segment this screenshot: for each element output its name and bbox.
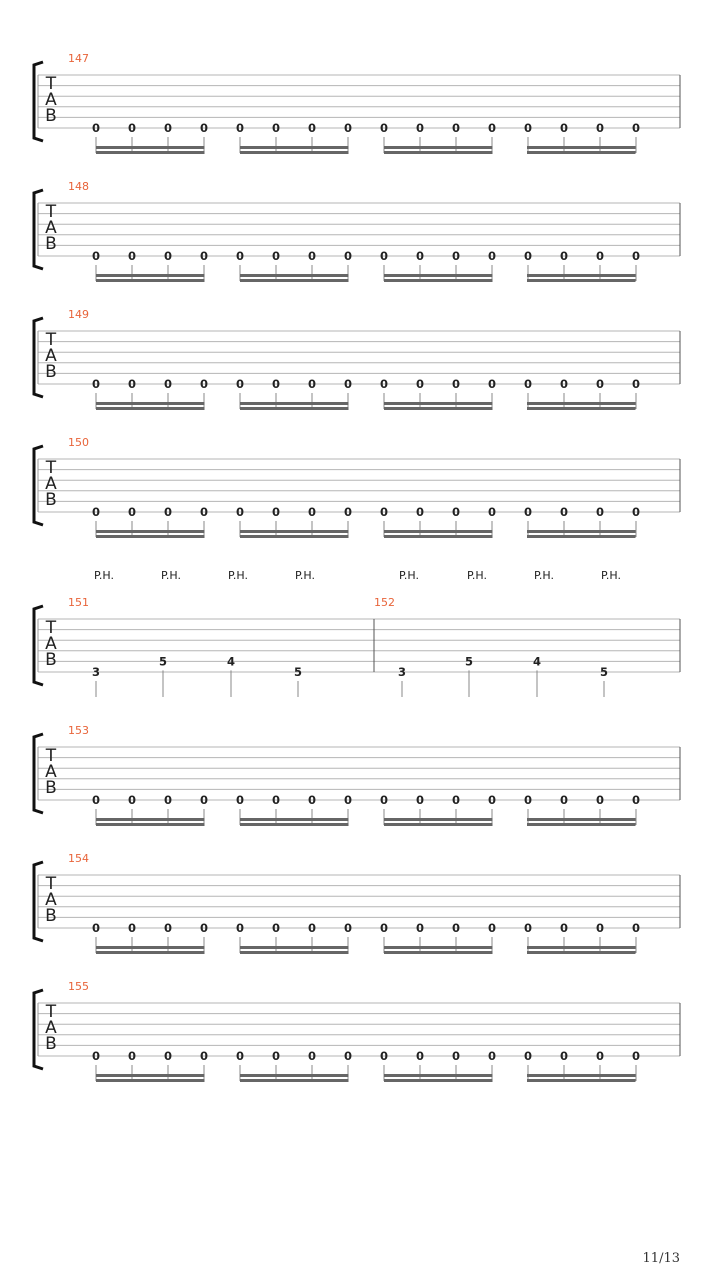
tab-clef-letter: B (45, 650, 57, 670)
fret-number: 0 (235, 505, 245, 519)
tab-clef-letter: B (45, 234, 57, 254)
fret-number: 0 (163, 377, 173, 391)
fret-number: 0 (523, 1049, 533, 1063)
beam (384, 274, 493, 277)
fret-number: 0 (487, 377, 497, 391)
fret-number: 0 (199, 1049, 209, 1063)
fret-number: 0 (379, 377, 389, 391)
beam (96, 530, 205, 533)
fret-number: 0 (271, 377, 281, 391)
beam (527, 1074, 636, 1077)
beam (384, 535, 493, 538)
tab-system (34, 724, 680, 826)
tab-clef-letter: A (45, 474, 57, 494)
beam (527, 279, 636, 282)
fret-number: 0 (91, 1049, 101, 1063)
beam (527, 151, 636, 154)
fret-number: 0 (559, 249, 569, 263)
beam (527, 951, 636, 954)
fret-number: 0 (343, 249, 353, 263)
beam (384, 1074, 493, 1077)
bar-number: 154 (68, 852, 89, 865)
fret-number: 5 (158, 654, 168, 669)
beam (527, 818, 636, 821)
beam (240, 823, 349, 826)
fret-number: 0 (523, 921, 533, 935)
tab-clef-letter: B (45, 906, 57, 926)
beam (384, 146, 493, 149)
fret-number: 0 (127, 793, 137, 807)
tab-system (34, 436, 680, 538)
fret-number: 0 (235, 921, 245, 935)
fret-number: 0 (451, 1049, 461, 1063)
fret-number: 0 (415, 377, 425, 391)
fret-number: 0 (523, 505, 533, 519)
beam (527, 402, 636, 405)
beam (240, 530, 349, 533)
fret-number: 4 (226, 654, 236, 669)
beam (96, 951, 205, 954)
beam (384, 151, 493, 154)
fret-number: 0 (343, 921, 353, 935)
beam (240, 402, 349, 405)
beam (96, 535, 205, 538)
fret-number: 0 (595, 1049, 605, 1063)
beam (96, 274, 205, 277)
fret-number: 0 (199, 249, 209, 263)
beam (240, 407, 349, 410)
beam (384, 530, 493, 533)
fret-number: 0 (91, 793, 101, 807)
tab-system (34, 52, 680, 154)
fret-number: 0 (271, 793, 281, 807)
fret-number: 0 (343, 377, 353, 391)
bar-number: 147 (68, 52, 89, 65)
fret-number: 0 (163, 1049, 173, 1063)
fret-number: 0 (559, 921, 569, 935)
tab-clef-letter: B (45, 1034, 57, 1054)
fret-number: 0 (163, 921, 173, 935)
fret-number: 0 (379, 921, 389, 935)
tab-clef-letter: A (45, 890, 57, 910)
fret-number: 0 (559, 793, 569, 807)
tab-clef-letter: B (45, 778, 57, 798)
fret-number: 3 (91, 665, 101, 679)
fret-number: 0 (487, 921, 497, 935)
fret-number: 0 (631, 793, 641, 807)
fret-number: 0 (487, 505, 497, 519)
tab-clef-letter: B (45, 362, 57, 382)
fret-number: 0 (271, 921, 281, 935)
tab-system (34, 852, 680, 954)
beam (527, 1079, 636, 1082)
pinch-harmonic-label: P.H. (161, 569, 181, 582)
fret-number: 0 (595, 249, 605, 263)
bar-number: 153 (68, 724, 89, 737)
fret-number: 0 (451, 793, 461, 807)
tab-system (34, 180, 680, 282)
beam (96, 946, 205, 949)
pinch-harmonic-label: P.H. (534, 569, 554, 582)
fret-number: 5 (599, 665, 609, 679)
fret-number: 0 (631, 121, 641, 135)
fret-number: 0 (343, 793, 353, 807)
tab-system (34, 980, 680, 1082)
beam (527, 146, 636, 149)
tab-clef-letter: B (45, 106, 57, 126)
fret-number: 0 (271, 1049, 281, 1063)
tab-system (34, 569, 680, 697)
beam (96, 1079, 205, 1082)
tab-clef-letter: A (45, 1018, 57, 1038)
fret-number: 0 (415, 505, 425, 519)
beam (240, 279, 349, 282)
pinch-harmonic-label: P.H. (467, 569, 487, 582)
fret-number: 0 (451, 921, 461, 935)
fret-number: 0 (91, 249, 101, 263)
fret-number: 0 (451, 121, 461, 135)
beam (240, 818, 349, 821)
fret-number: 0 (415, 921, 425, 935)
fret-number: 5 (464, 654, 474, 669)
fret-number: 0 (595, 921, 605, 935)
fret-number: 0 (415, 121, 425, 135)
beam (384, 818, 493, 821)
beam (384, 823, 493, 826)
fret-number: 0 (163, 793, 173, 807)
bar-number: 152 (374, 596, 395, 609)
tab-clef-letter: B (45, 490, 57, 510)
fret-number: 0 (379, 505, 389, 519)
fret-number: 0 (199, 121, 209, 135)
fret-number: 0 (415, 1049, 425, 1063)
page-number: 11/13 (642, 1251, 680, 1266)
fret-number: 0 (631, 505, 641, 519)
fret-number: 0 (487, 793, 497, 807)
beam (384, 1079, 493, 1082)
beam (240, 951, 349, 954)
fret-number: 0 (199, 377, 209, 391)
fret-number: 0 (451, 377, 461, 391)
beam (96, 146, 205, 149)
fret-number: 0 (271, 505, 281, 519)
fret-number: 0 (307, 505, 317, 519)
fret-number: 0 (559, 377, 569, 391)
fret-number: 0 (379, 249, 389, 263)
beam (384, 946, 493, 949)
beam (96, 279, 205, 282)
fret-number: 0 (523, 793, 533, 807)
fret-number: 0 (307, 921, 317, 935)
tab-clef-letter: T (45, 746, 57, 766)
beam (96, 1074, 205, 1077)
tab-clef-letter: T (45, 618, 57, 638)
fret-number: 0 (163, 505, 173, 519)
fret-number: 0 (271, 249, 281, 263)
fret-number: 0 (163, 249, 173, 263)
fret-number: 0 (487, 121, 497, 135)
fret-number: 0 (415, 249, 425, 263)
fret-number: 0 (343, 505, 353, 519)
beam (384, 279, 493, 282)
beam (240, 274, 349, 277)
fret-number: 0 (307, 249, 317, 263)
bar-number: 149 (68, 308, 89, 321)
beam (384, 951, 493, 954)
fret-number: 0 (91, 505, 101, 519)
fret-number: 0 (127, 249, 137, 263)
tab-clef-letter: A (45, 762, 57, 782)
tab-clef-letter: T (45, 874, 57, 894)
beam (240, 1079, 349, 1082)
beam (384, 402, 493, 405)
fret-number: 0 (235, 249, 245, 263)
fret-number: 0 (91, 921, 101, 935)
fret-number: 0 (523, 249, 533, 263)
fret-number: 0 (415, 793, 425, 807)
beam (240, 946, 349, 949)
bar-number: 150 (68, 436, 89, 449)
fret-number: 0 (199, 793, 209, 807)
pinch-harmonic-label: P.H. (228, 569, 248, 582)
beam (240, 146, 349, 149)
fret-number: 0 (523, 121, 533, 135)
fret-number: 0 (127, 121, 137, 135)
fret-number: 0 (235, 377, 245, 391)
fret-number: 0 (559, 1049, 569, 1063)
tab-clef-letter: T (45, 74, 57, 94)
fret-number: 0 (307, 793, 317, 807)
fret-number: 0 (235, 1049, 245, 1063)
fret-number: 0 (559, 121, 569, 135)
beam (527, 946, 636, 949)
fret-number: 0 (379, 793, 389, 807)
fret-number: 0 (307, 121, 317, 135)
beam (240, 535, 349, 538)
fret-number: 0 (559, 505, 569, 519)
fret-number: 0 (127, 921, 137, 935)
beam (527, 407, 636, 410)
fret-number: 0 (199, 921, 209, 935)
fret-number: 0 (595, 121, 605, 135)
fret-number: 0 (631, 377, 641, 391)
beam (527, 530, 636, 533)
fret-number: 0 (379, 121, 389, 135)
fret-number: 3 (397, 665, 407, 679)
fret-number: 0 (451, 505, 461, 519)
beam (527, 823, 636, 826)
fret-number: 0 (343, 121, 353, 135)
fret-number: 0 (487, 1049, 497, 1063)
tab-clef-letter: T (45, 330, 57, 350)
beam (96, 818, 205, 821)
tab-clef-letter: T (45, 458, 57, 478)
fret-number: 0 (91, 121, 101, 135)
fret-number: 0 (91, 377, 101, 391)
beam (96, 402, 205, 405)
tab-clef-letter: A (45, 346, 57, 366)
fret-number: 0 (595, 505, 605, 519)
fret-number: 5 (293, 665, 303, 679)
fret-number: 0 (163, 121, 173, 135)
tab-system (34, 308, 680, 410)
pinch-harmonic-label: P.H. (295, 569, 315, 582)
beam (96, 407, 205, 410)
bar-number: 148 (68, 180, 89, 193)
fret-number: 0 (631, 1049, 641, 1063)
fret-number: 0 (631, 249, 641, 263)
tab-clef-letter: T (45, 202, 57, 222)
beam (96, 823, 205, 826)
pinch-harmonic-label: P.H. (601, 569, 621, 582)
beam (527, 274, 636, 277)
tab-clef-letter: A (45, 634, 57, 654)
tab-clef-letter: T (45, 1002, 57, 1022)
beam (240, 151, 349, 154)
fret-number: 0 (127, 1049, 137, 1063)
fret-number: 0 (235, 793, 245, 807)
fret-number: 0 (235, 121, 245, 135)
fret-number: 0 (379, 1049, 389, 1063)
fret-number: 0 (307, 377, 317, 391)
fret-number: 0 (271, 121, 281, 135)
fret-number: 0 (523, 377, 533, 391)
bar-number: 155 (68, 980, 89, 993)
fret-number: 0 (343, 1049, 353, 1063)
fret-number: 0 (595, 377, 605, 391)
beam (527, 535, 636, 538)
fret-number: 0 (307, 1049, 317, 1063)
fret-number: 0 (595, 793, 605, 807)
beam (96, 151, 205, 154)
fret-number: 0 (127, 505, 137, 519)
pinch-harmonic-label: P.H. (94, 569, 114, 582)
bar-number: 151 (68, 596, 89, 609)
tab-clef-letter: A (45, 90, 57, 110)
beam (240, 1074, 349, 1077)
fret-number: 0 (631, 921, 641, 935)
tab-clef-letter: A (45, 218, 57, 238)
fret-number: 0 (451, 249, 461, 263)
fret-number: 0 (199, 505, 209, 519)
fret-number: 4 (532, 654, 542, 669)
beam (384, 407, 493, 410)
fret-number: 0 (127, 377, 137, 391)
pinch-harmonic-label: P.H. (399, 569, 419, 582)
fret-number: 0 (487, 249, 497, 263)
